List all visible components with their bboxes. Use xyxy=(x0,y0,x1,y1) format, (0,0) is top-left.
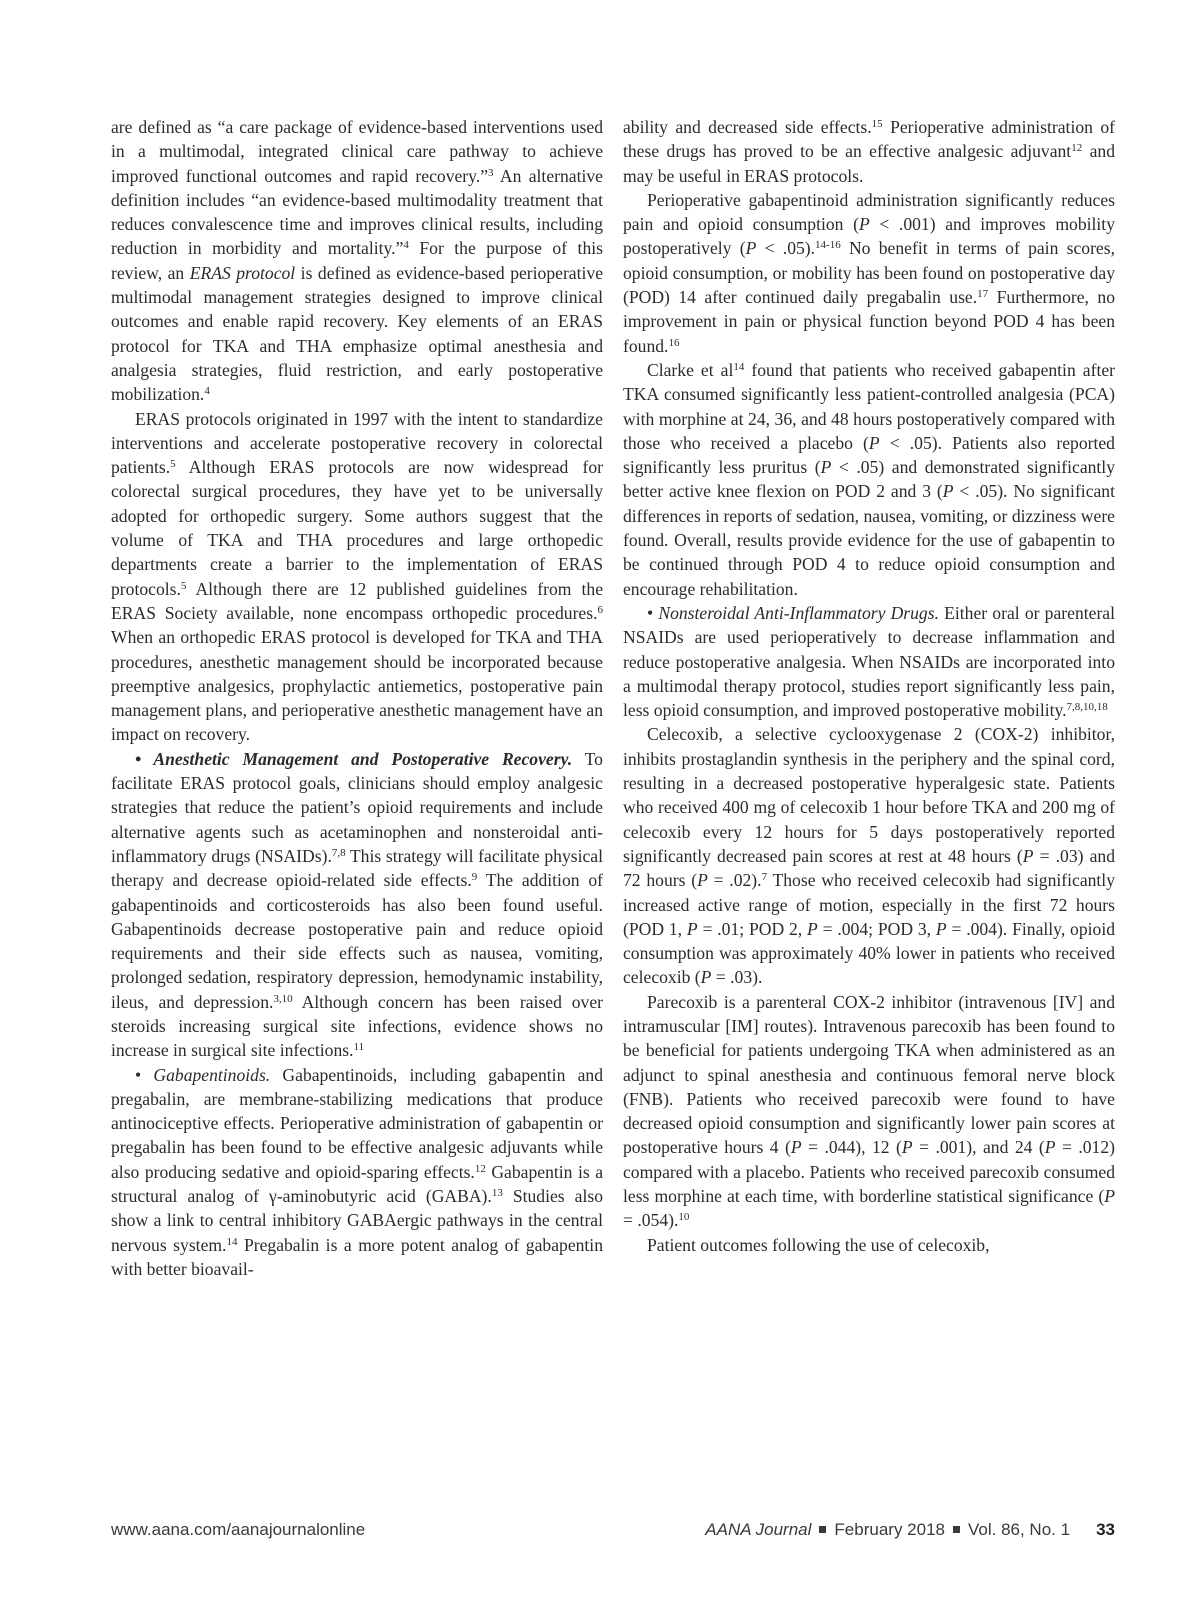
paragraph-text: Those who received celecoxib had significantly increased active range of motion, especially in the first 72 hours (POD 1, xyxy=(623,870,1115,939)
journal-url[interactable]: www.aana.com/aanajournalonline xyxy=(111,1520,366,1539)
citation-ref: 7,8,10,18 xyxy=(1066,701,1108,714)
citation-ref: 16 xyxy=(668,336,680,349)
paragraph-text: When an orthopedic ERAS protocol is developed for TKA and THA procedures, anesthetic management should be incorporated because preemptive analgesics, prophylactic antiemetics, postoperative pain management plans, and perioperative anesthetic management have an impact on recovery. xyxy=(111,627,603,745)
citation-ref: 12 xyxy=(474,1162,486,1175)
paragraph-text: Gabapentin is a structural analog of γ-aminobutyric acid (GABA). xyxy=(111,1161,604,1207)
paragraph-text: Either oral or parenteral NSAIDs are used perioperatively to decrease inflammation and reduce postoperative analgesia. When NSAIDs are incorporated into a multimodal therapy protocol, studies report significantly less pain, less opioid consumption, and improved postoperative mobility. xyxy=(623,602,1115,721)
emphasis-text: P xyxy=(745,238,757,259)
paragraph-text: This strategy will facilitate physical therapy and decrease opioid-related side effects. xyxy=(111,845,603,891)
paragraph xyxy=(623,601,1115,722)
emphasis-text: P xyxy=(700,967,712,988)
emphasis-text: P xyxy=(686,918,698,939)
emphasis-text: P xyxy=(697,870,708,891)
paragraph-text: < .05). Patients also reported significantly less pruritus ( xyxy=(623,432,1115,478)
emphasis-text: P xyxy=(1104,1186,1115,1207)
citation-ref: 14-16 xyxy=(815,239,841,252)
paragraph xyxy=(623,358,1115,601)
volume-issue: Vol. 86, No. 1 xyxy=(968,1520,1071,1539)
citation-ref: 3 xyxy=(488,166,494,179)
emphasis-text: ERAS protocol xyxy=(189,262,296,283)
emphasis-text: P xyxy=(1022,845,1034,866)
citation-ref: 5 xyxy=(180,579,187,592)
citation-ref: 14 xyxy=(226,1235,238,1248)
paragraph-text: < .05) and demonstrated significantly better active knee flexion on POD 2 and 3 ( xyxy=(623,457,1115,502)
paragraph xyxy=(623,1233,1115,1257)
paragraph-text: Parecoxib is a parenteral COX-2 inhibitor (intravenous [IV] and intramuscular [IM] routes). Intravenous parecoxib has been found to be beneficial for patients undergoing TKA when administered as an adjunct to spinal anesthesia and continuous femoral nerve block (FNB). Patients who received parecoxib were found to have decreased opioid consumption and significantly lower pain scores at postoperative hours 4 ( xyxy=(623,991,1115,1158)
paragraph-text: ERAS protocols originated in 1997 with the intent to standardize interventions and accelerate postoperative recovery in colorectal patients. xyxy=(111,408,603,478)
paragraph-text: Gabapentinoids, including gabapentin and pregabalin, are membrane-stabilizing medications that produce antinociceptive effects. Perioperative administration of gabapentin or pregabalin has been found to be effective analgesic adjuvants while also producing sedative and opioid-sparing effects. xyxy=(111,1064,603,1182)
emphasis-text: Gabapentinoids. xyxy=(153,1064,271,1085)
journal-name: AANA Journal xyxy=(705,1520,812,1539)
paragraph xyxy=(111,407,603,747)
citation-ref: 7,8 xyxy=(331,846,346,859)
page-number: 33 xyxy=(1096,1520,1115,1539)
page-footer xyxy=(111,1520,1115,1544)
paragraph-text: The addition of gabapentinoids and corticosteroids has also been found useful. Gabapentinoids decrease postoperative pain and reduce opioid requirements and their side effects such as nausea, vomiting, prolonged sedation, respiratory depression, hemodynamic instability, ileus, and depression. xyxy=(111,870,604,1012)
citation-ref: 7 xyxy=(761,871,768,884)
issue-date: February 2018 xyxy=(834,1520,945,1539)
paragraph-text: < .001) and improves mobility postoperatively ( xyxy=(623,214,1115,259)
paragraph xyxy=(623,188,1115,358)
paragraph xyxy=(111,747,603,1063)
paragraph-text: No benefit in terms of pain scores, opioid consumption, or mobility has been found on postoperative day (POD) 14 after continued daily pregabalin use. xyxy=(623,238,1115,308)
citation-ref: 6 xyxy=(597,603,603,616)
citation-ref: 11 xyxy=(353,1041,365,1054)
citation-ref: 13 xyxy=(491,1187,503,1200)
emphasis-text: P xyxy=(820,457,832,478)
citation-ref: 9 xyxy=(471,871,478,884)
paragraph-text: For the purpose of this review, an xyxy=(111,238,603,283)
paragraph-text: and may be useful in ERAS protocols. xyxy=(623,141,1115,186)
separator-square-icon xyxy=(819,1526,826,1533)
emphasis-text: P xyxy=(935,918,947,939)
paragraph-text: = .004). Finally, opioid consumption was approximately 40% lower in patients who received celecoxib ( xyxy=(623,918,1116,988)
emphasis-text: P xyxy=(858,214,870,235)
citation-ref: 17 xyxy=(977,288,989,301)
paragraph-text: = .004; POD 3, xyxy=(817,918,936,939)
paragraph-text: To facilitate ERAS protocol goals, clinicians should employ analgesic strategies that reduce the patient’s opioid requirements and include alternative agents such as acetaminophen and nonsteroidal anti-inflammatory drugs (NSAIDs). xyxy=(111,748,603,866)
paragraph-text: < .05). No significant differences in reports of sedation, nausea, vomiting, or dizziness were found. Overall, results provide evidence for the use of gabapentin to be continued through POD 4 to reduce opioid consumption and encourage rehabilitation. xyxy=(623,481,1115,599)
paragraph-text: = .03). xyxy=(711,967,763,988)
paragraph-text: Although ERAS protocols are now widespread for colorectal surgical procedures, they have yet to be universally adopted for orthopedic surgery. Some authors suggest that the volume of TKA and THA procedures and large orthopedic departments create a barrier to the implementation of ERAS protocols. xyxy=(111,457,603,599)
paragraph-text: found that patients who received gabapentin after TKA consumed significantly less patient-controlled analgesia (PCA) with morphine at 24, 36, and 48 hours postoperatively compared with those who received a placebo ( xyxy=(623,359,1115,453)
paragraph-text: = .044), 12 ( xyxy=(801,1137,902,1158)
paragraph-text: = .054). xyxy=(623,1210,679,1231)
paragraph-text: = .03) and 72 hours ( xyxy=(623,845,1115,891)
left-column xyxy=(111,115,603,1281)
section-heading: • Anesthetic Management and Postoperative Recovery. xyxy=(135,748,573,769)
paragraph-text: ability and decreased side effects. xyxy=(623,117,872,137)
separator-square-icon xyxy=(953,1526,960,1533)
citation-ref: 10 xyxy=(678,1211,690,1224)
paragraph-text: An alternative definition includes “an evidence-based multimodality treatment that reduces convalescence time and improves clinical results, including reduction in morbidity and mortality.” xyxy=(111,165,603,259)
right-column xyxy=(623,115,1115,1257)
paragraph xyxy=(111,1063,603,1282)
paragraph-text: Studies also show a link to central inhibitory GABAergic pathways in the central nervous system. xyxy=(111,1186,604,1255)
paragraph-text: = .012) compared with a placebo. Patients who received parecoxib consumed less morphine at each time, with borderline statistical significance ( xyxy=(623,1137,1115,1207)
citation-ref: 12 xyxy=(1071,142,1083,155)
paragraph xyxy=(623,115,1115,188)
paragraph-text: Pregabalin is a more potent analog of gabapentin with better bioavail- xyxy=(111,1234,603,1279)
emphasis-text: P xyxy=(901,1137,913,1158)
paragraph-text: Although there are 12 published guidelines from the ERAS Society available, none encompass orthopedic procedures. xyxy=(111,578,603,623)
emphasis-text: P xyxy=(807,918,818,939)
paragraph-text: = .02). xyxy=(707,870,762,891)
paragraph-text: • xyxy=(135,1064,154,1085)
paragraph xyxy=(623,722,1115,989)
citation-ref: 4 xyxy=(403,239,409,252)
paragraph-text: Clarke et al xyxy=(647,359,734,380)
journal-citation xyxy=(705,1520,1115,1540)
paragraph-text: are defined as “a care package of evidence-based interventions used in a multimodal, integrated clinical care pathway to achieve improved functional outcomes and rapid recovery.” xyxy=(111,117,603,186)
paragraph-text: Perioperative administration of these drugs has proved to be an effective analgesic adjuvant xyxy=(623,117,1115,162)
emphasis-text: P xyxy=(1044,1137,1056,1158)
paragraph-text: is defined as evidence-based perioperative multimodal management strategies designed to improve clinical outcomes and enable rapid recovery. Key elements of an ERAS protocol for TKA and THA emphasize optimal anesthesia and analgesia strategies, fluid restriction, and early postoperative mobilization. xyxy=(111,262,603,405)
paragraph xyxy=(111,115,603,407)
citation-ref: 3,10 xyxy=(273,992,293,1005)
emphasis-text: Nonsteroidal Anti-Inflammatory Drugs. xyxy=(658,602,939,623)
emphasis-text: P xyxy=(868,432,880,453)
citation-ref: 15 xyxy=(871,118,883,130)
paragraph-text: Furthermore, no improvement in pain or physical function beyond POD 4 has been found. xyxy=(623,287,1116,356)
paragraph-text: Perioperative gabapentinoid administration significantly reduces pain and opioid consumption ( xyxy=(623,189,1115,235)
paragraph-text: • xyxy=(647,602,659,623)
paragraph-text: = .001), and 24 ( xyxy=(912,1137,1045,1158)
paragraph-text: < .05). xyxy=(756,238,816,259)
paragraph-text: Celecoxib, a selective cyclooxygenase 2 (COX-2) inhibitor, inhibits prostaglandin synthesis in the periphery and the spinal cord, resulting in a decreased postoperative hyperalgesic state. Patients who received 400 mg of celecoxib 1 hour before TKA and 200 mg of celecoxib every 12 hours for 5 days postoperatively reported significantly decreased pain scores at rest at 48 hours ( xyxy=(623,724,1115,866)
paragraph-text: Patient outcomes following the use of celecoxib, xyxy=(647,1234,990,1255)
paragraph xyxy=(623,990,1115,1233)
emphasis-text: P xyxy=(942,481,954,502)
paragraph-text: Although concern has been raised over steroids increasing surgical site infections, evidence shows no increase in surgical site infections. xyxy=(111,991,603,1061)
paragraph-text: = .01; POD 2, xyxy=(697,918,808,939)
citation-ref: 5 xyxy=(170,458,176,471)
emphasis-text: P xyxy=(790,1137,802,1158)
citation-ref: 14 xyxy=(733,360,745,373)
citation-ref: 4 xyxy=(204,385,210,398)
